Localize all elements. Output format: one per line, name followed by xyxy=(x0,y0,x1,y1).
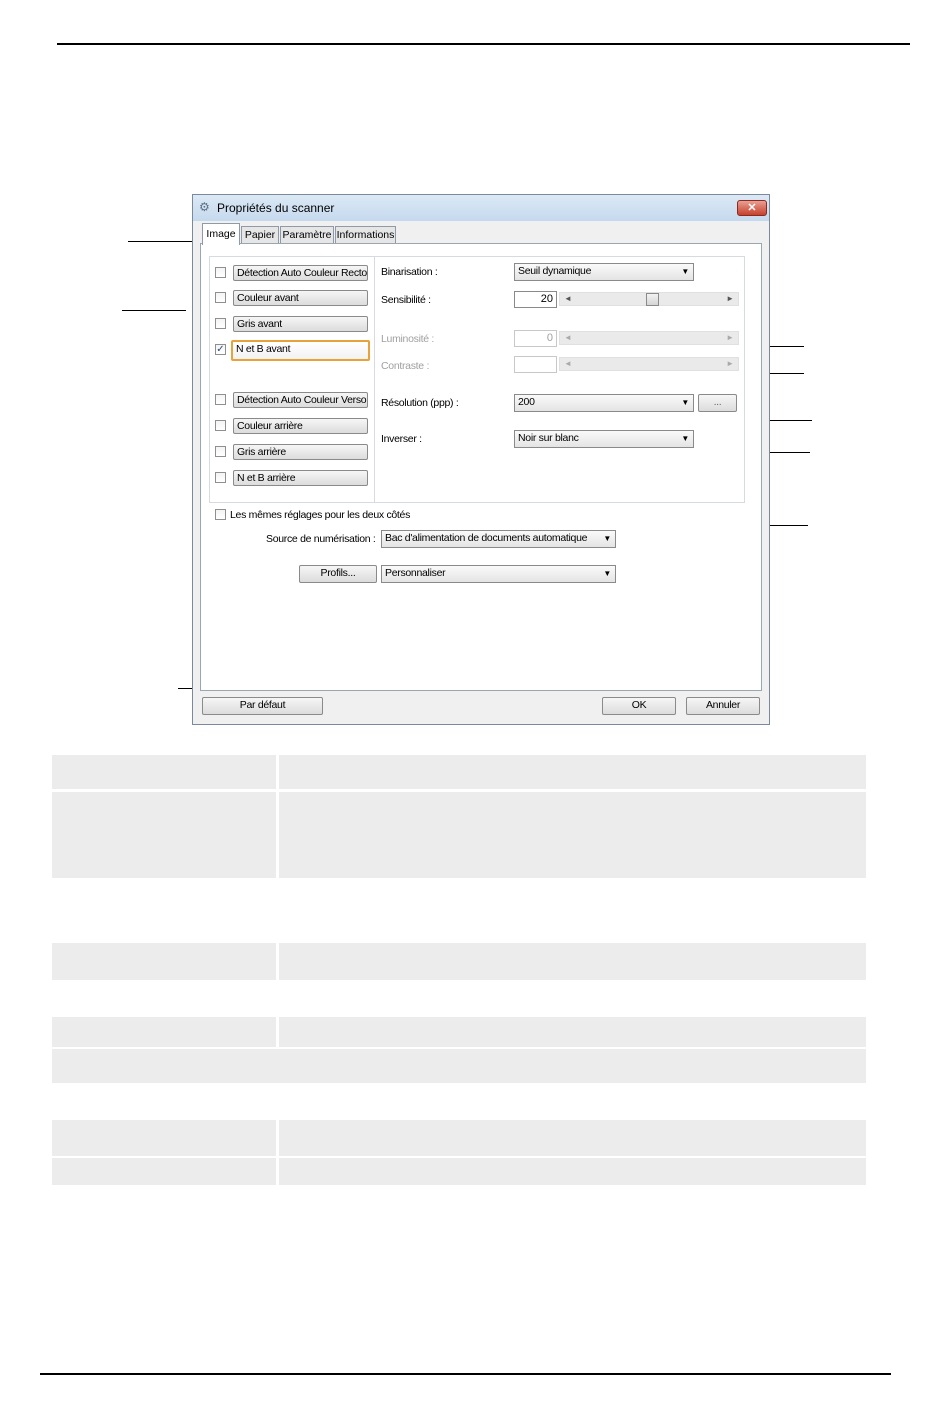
image-type-bw-front[interactable]: N et B avant xyxy=(231,340,370,361)
scanner-properties-dialog xyxy=(192,194,770,725)
luminosite-label: Luminosité : xyxy=(381,333,435,345)
table-cell xyxy=(52,943,276,980)
table-cell xyxy=(52,1158,276,1185)
checkbox-color-back[interactable] xyxy=(215,420,226,431)
source-select[interactable] xyxy=(381,530,616,548)
resolution-more-button[interactable]: ... xyxy=(698,394,737,412)
same-settings-checkbox[interactable] xyxy=(215,509,226,520)
binarisation-value: Seuil dynamique xyxy=(518,265,592,277)
default-button[interactable]: Par défaut xyxy=(202,697,323,715)
chevron-down-icon: ▼ xyxy=(681,267,689,276)
cancel-button[interactable]: Annuler xyxy=(686,697,760,715)
checkbox-gray-back[interactable] xyxy=(215,446,226,457)
close-button[interactable]: ✕ xyxy=(737,200,767,216)
inverser-label: Inverser : xyxy=(381,433,422,445)
table-cell xyxy=(279,1017,866,1047)
tab-informations[interactable]: Informations xyxy=(335,226,396,244)
image-type-gray-back[interactable]: Gris arrière xyxy=(233,444,368,460)
image-tab-panel xyxy=(200,243,762,691)
scroll-right-icon[interactable]: ► xyxy=(726,359,734,368)
table-cell xyxy=(52,755,276,789)
callout-line-image-types xyxy=(122,310,186,311)
inverser-value: Noir sur blanc xyxy=(518,432,579,444)
table-cell xyxy=(52,1120,276,1156)
chevron-down-icon: ▼ xyxy=(681,398,689,407)
dialog-title: Propriétés du scanner xyxy=(217,201,335,215)
sensibilite-label: Sensibilité : xyxy=(381,294,431,306)
scroll-left-icon[interactable]: ◄ xyxy=(564,333,572,342)
chevron-down-icon: ▼ xyxy=(603,534,611,543)
contraste-label: Contraste : xyxy=(381,360,430,372)
image-type-color-back[interactable]: Couleur arrière xyxy=(233,418,368,434)
profiles-button[interactable]: Profils... xyxy=(299,565,377,583)
checkbox-auto-color-back[interactable] xyxy=(215,394,226,405)
table-cell xyxy=(279,943,866,980)
checkbox-auto-color-front[interactable] xyxy=(215,267,226,278)
checkbox-gray-front[interactable] xyxy=(215,318,226,329)
checkbox-bw-back[interactable] xyxy=(215,472,226,483)
luminosite-input[interactable]: 0 xyxy=(514,330,557,347)
image-type-gray-front[interactable]: Gris avant xyxy=(233,316,368,332)
inverser-select[interactable] xyxy=(514,430,694,448)
tab-papier[interactable]: Papier xyxy=(241,226,279,244)
callout-line-tabs xyxy=(128,241,198,242)
table-cell xyxy=(279,792,866,878)
source-label: Source de numérisation : xyxy=(266,533,376,545)
table-cell xyxy=(279,1120,866,1156)
top-rule xyxy=(57,43,910,45)
scroll-left-icon[interactable]: ◄ xyxy=(564,359,572,368)
image-type-auto-color-front[interactable]: Détection Auto Couleur Recto xyxy=(233,265,368,281)
bottom-rule xyxy=(40,1373,891,1375)
slider-thumb[interactable] xyxy=(646,293,659,306)
resolution-select[interactable] xyxy=(514,394,694,412)
image-type-color-front[interactable]: Couleur avant xyxy=(233,290,368,306)
checkbox-bw-front[interactable]: ✓ xyxy=(216,344,225,355)
table-cell xyxy=(52,1049,866,1083)
scroll-right-icon[interactable]: ► xyxy=(726,333,734,342)
image-type-bw-back[interactable]: N et B arrière xyxy=(233,470,368,486)
resolution-value: 200 xyxy=(518,396,535,408)
tab-parametre[interactable]: Paramètre xyxy=(280,226,334,244)
image-type-auto-color-back[interactable]: Détection Auto Couleur Verso xyxy=(233,392,368,408)
title-bar xyxy=(193,195,769,221)
table-cell xyxy=(279,1158,866,1185)
scroll-right-icon[interactable]: ► xyxy=(726,294,734,303)
same-settings-label: Les mêmes réglages pour les deux côtés xyxy=(230,509,411,521)
checkbox-color-front[interactable] xyxy=(215,292,226,303)
source-value: Bac d'alimentation de documents automatique xyxy=(385,532,588,544)
group-divider xyxy=(374,256,375,503)
profiles-select[interactable] xyxy=(381,565,616,583)
chevron-down-icon: ▼ xyxy=(603,569,611,578)
contraste-slider[interactable] xyxy=(559,357,739,371)
scroll-left-icon[interactable]: ◄ xyxy=(564,294,572,303)
table-cell xyxy=(52,792,276,878)
luminosite-slider[interactable] xyxy=(559,331,739,345)
scanner-icon: ⚙ xyxy=(199,200,210,214)
table-cell xyxy=(52,1017,276,1047)
sensibilite-input[interactable]: 20 xyxy=(514,291,557,308)
ok-button[interactable]: OK xyxy=(602,697,676,715)
resolution-label: Résolution (ppp) : xyxy=(381,397,459,409)
table-cell xyxy=(279,755,866,789)
contraste-input[interactable] xyxy=(514,356,557,373)
binarisation-label: Binarisation : xyxy=(381,266,438,278)
profiles-value: Personnaliser xyxy=(385,567,446,579)
binarisation-select[interactable] xyxy=(514,263,694,281)
tab-image[interactable]: Image xyxy=(202,223,240,245)
sensibilite-slider[interactable] xyxy=(559,292,739,306)
chevron-down-icon: ▼ xyxy=(681,434,689,443)
